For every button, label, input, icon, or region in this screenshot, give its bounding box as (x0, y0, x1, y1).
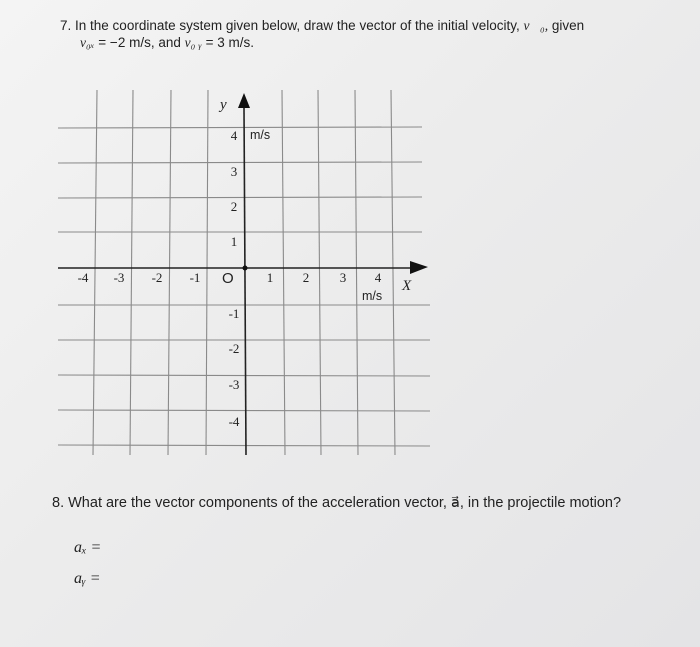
x-axis-arrow-icon (410, 261, 428, 274)
y-axis (244, 108, 246, 455)
x-tick-label: -3 (113, 270, 125, 285)
v0-symbol: v⃗₀, (523, 18, 549, 33)
origin-point (243, 266, 248, 271)
y-tick-label: -1 (228, 306, 240, 321)
ax-answer-field[interactable]: aₓ = (74, 539, 102, 556)
x-tick-label: -1 (189, 270, 201, 285)
vox-value: = −2 m/s, and (98, 35, 181, 50)
x-tick-label: 2 (302, 270, 310, 285)
question-7-number: 7. (60, 18, 72, 33)
y-tick-label: 2 (230, 199, 238, 214)
x-axis-label: X (402, 278, 412, 294)
x-tick-label: 4 (374, 270, 382, 285)
y-axis-label: y (220, 97, 227, 113)
x-unit-label: m/s (362, 289, 383, 303)
y-tick-label: -3 (228, 377, 240, 392)
y-tick-label: 1 (230, 234, 238, 249)
x-tick-label: -2 (151, 270, 163, 285)
y-tick-label: -2 (228, 341, 240, 356)
y-unit-label: m/s (250, 128, 271, 142)
y-tick-label: -4 (228, 414, 240, 429)
question-8 (52, 495, 621, 511)
y-axis-arrow-icon (238, 93, 250, 108)
voy-value: = 3 m/s. (205, 35, 254, 50)
origin-label: O (222, 270, 234, 287)
x-tick-label: 1 (266, 270, 274, 285)
vox-label: v₀ₓ (80, 35, 95, 50)
ay-answer-field[interactable]: aᵧ = (74, 570, 101, 587)
question-8-number: 8. (52, 495, 65, 511)
given-word: given (551, 18, 585, 33)
y-tick-label: 3 (230, 164, 238, 179)
y-tick-label: 4 (230, 128, 238, 143)
voy-label: v₀ ᵧ (184, 35, 202, 50)
question-8-text: What are the vector components of the acceleration vector, a⃗, in the projectile motion? (68, 495, 622, 511)
x-tick-label: 3 (339, 270, 347, 285)
x-tick-label: -4 (77, 270, 89, 285)
question-7-text: In the coordinate system given below, draw the vector of the initial velocity, (75, 18, 520, 33)
